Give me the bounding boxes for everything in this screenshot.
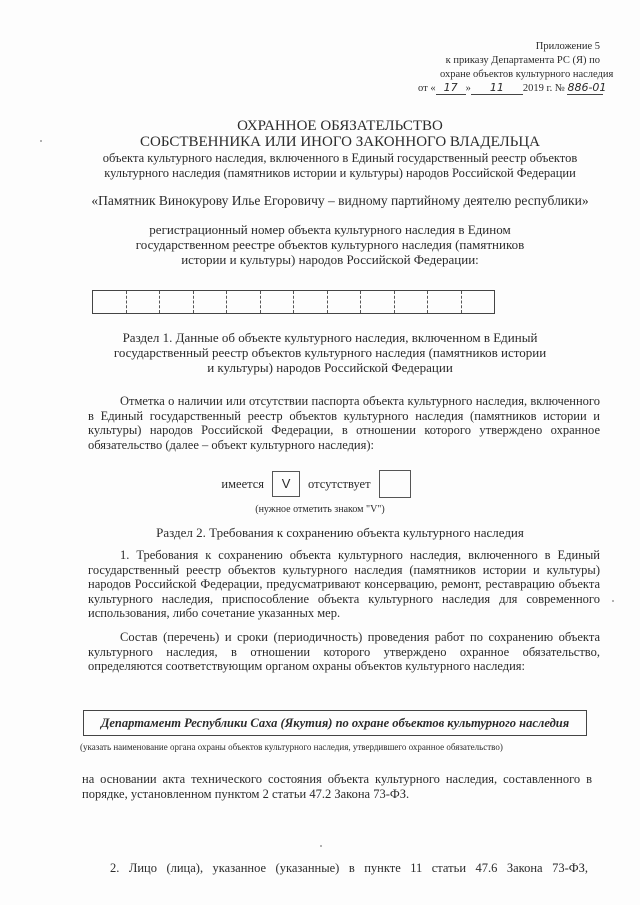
passport-choice: [0, 470, 640, 498]
date-year: 2019 г. №: [522, 83, 565, 94]
section-2-heading: Раздел 2. Требования к сохранению объекта культурного наследия: [156, 525, 524, 540]
appendix-line-2: к приказу Департамента РС (Я) по: [445, 55, 600, 66]
registration-cell: [127, 291, 161, 313]
registration-cell: [93, 291, 127, 313]
appendix-line-1: Приложение 5: [535, 41, 600, 52]
title-block: [80, 118, 600, 150]
date-month-handwritten: 11: [471, 81, 523, 95]
title-line-1: ОХРАННОЕ ОБЯЗАТЕЛЬСТВО: [237, 118, 443, 134]
date-day-handwritten: 17: [436, 81, 466, 95]
registration-label: регистрационный номер объекта культурного наследия в Едином государственном реестре объектов культурного наследия (памятников истории и культуры) народов Российской Федерации:: [135, 222, 525, 267]
title-line-2: СОБСТВЕННИКА ИЛИ ИНОГО ЗАКОННОГО ВЛАДЕЛЬЦА: [139, 134, 540, 150]
registration-cell: [261, 291, 295, 313]
title-subtitle: объекта культурного наследия, включенного в Единый государственный реестр объектов культурного наследия (памятников истории и культуры) народов Российской Федерации: [102, 151, 578, 180]
registration-cell: [361, 291, 395, 313]
has-passport-checkbox: V: [272, 471, 300, 497]
registration-cell: [227, 291, 261, 313]
registration-cell: [428, 291, 462, 313]
department-name: Департамент Республики Саха (Якутия) по охране объектов культурного наследия: [100, 715, 570, 730]
appendix-line-3: охране объектов культурного наследия: [440, 69, 614, 80]
date-prefix: от «: [418, 83, 436, 94]
scan-speck: [40, 140, 42, 142]
scan-speck: [612, 600, 614, 602]
section-1-heading: Раздел 1. Данные об объекте культурного наследия, включенном в Единый государственный реестр объектов культурного наследия (памятников истории и культуры) народов Российской Федерации: [113, 330, 547, 375]
registration-cell: [395, 291, 429, 313]
section-2-paragraph-3: на основании акта технического состояния объекта культурного наследия, составленного в порядке, установленном пунктом 2 статьи 47.2 Закона 73-ФЗ.: [82, 772, 592, 801]
registration-cell: [294, 291, 328, 313]
department-note: (указать наименование органа охраны объектов культурного наследия, утвердившего охранное обязательство): [80, 742, 503, 752]
doc-number-handwritten: 886-01: [567, 81, 607, 94]
object-name: «Памятник Винокурову Илье Егоровичу – видному партийному деятелю республики»: [91, 193, 589, 208]
appendix-date-line: от « 17 » 11 2019 г. № 886-01: [418, 81, 607, 94]
absent-passport-checkbox: [379, 470, 411, 498]
has-passport-label: имеется: [221, 476, 265, 491]
registration-cell: [328, 291, 362, 313]
registration-cell: [160, 291, 194, 313]
section-2-paragraph-2: Состав (перечень) и сроки (периодичность) проведения работ по сохранению объекта культурного наследия, в отношении которого утверждено охранное обязательство, определяются соответствующим органом охраны объектов культурного наследия:: [88, 630, 600, 673]
section-2-paragraph-1: 1. Требования к сохранению объекта культурного наследия, включенного в Единый государственный реестр объектов культурного наследия (памятников истории и культуры) народов Российской Федерации, предусматривают консервацию, ремонт, реставрацию объекта культурного наследия, приспособление объекта культурного наследия для современного использования, либо сочетание указанных мер.: [88, 548, 600, 620]
registration-cell: [462, 291, 495, 313]
registration-number-grid: [92, 290, 495, 314]
registration-cell: [194, 291, 228, 313]
scan-speck: [320, 845, 322, 847]
section-2-paragraph-4: 2. Лицо (лица), указанное (указанные) в пункте 11 статьи 47.6 Закона 73-ФЗ,: [110, 861, 588, 875]
section-1-paragraph: Отметка о наличии или отсутствии паспорта объекта культурного наследия, включенного в Единый государственный реестр объектов культурного наследия (памятников истории и культуры) народов Российской Федерации, в отношении которого утверждено охранное обязательство (далее – объект культурного наследия):: [88, 394, 600, 452]
department-name-box: [83, 710, 587, 736]
absent-passport-label: отсутствует: [308, 476, 371, 491]
checkbox-note: (нужное отметить знаком "V"): [255, 504, 385, 515]
